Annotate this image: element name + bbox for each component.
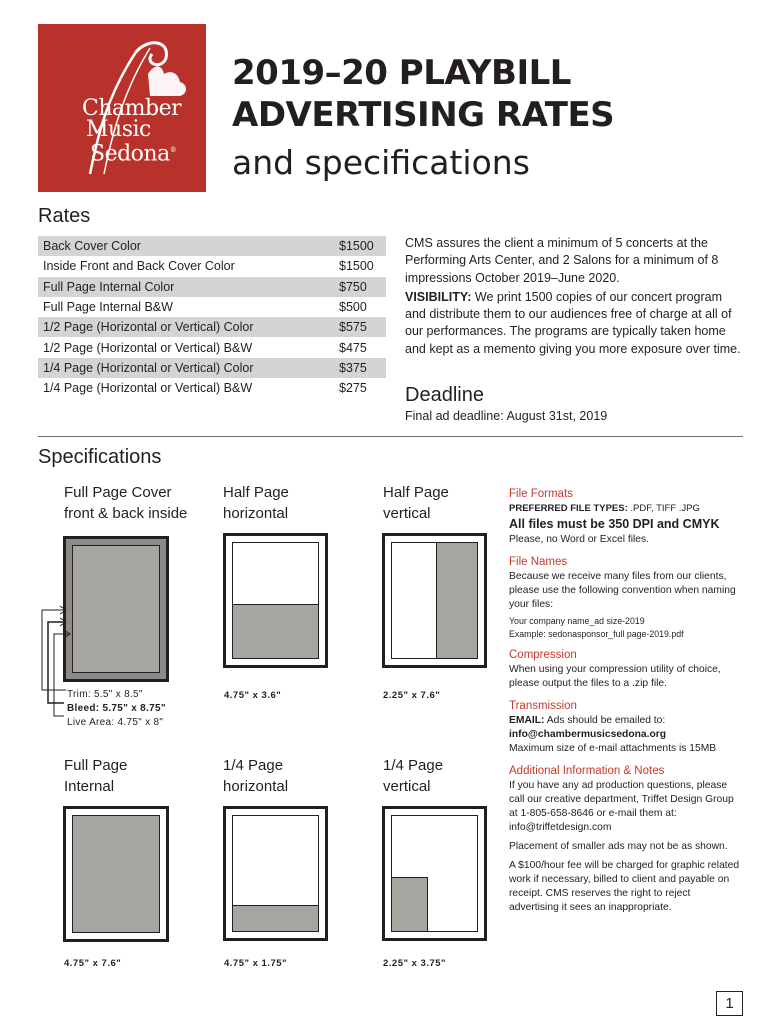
rate-row bbox=[38, 378, 386, 398]
spec-label-full-cover: Full Page Cover front & back inside bbox=[64, 484, 188, 522]
rate-row bbox=[38, 358, 386, 378]
file-requirements bbox=[509, 484, 741, 915]
deadline-text: Final ad deadline: August 31st, 2019 bbox=[405, 409, 608, 423]
rate-price: $375 bbox=[334, 358, 386, 378]
page-subtitle: and specifications bbox=[232, 143, 530, 182]
rate-row bbox=[38, 256, 386, 276]
cms-info bbox=[405, 235, 745, 358]
rate-label: Back Cover Color bbox=[38, 236, 334, 256]
bleed-size: Bleed: 5.75" x 8.75" bbox=[67, 703, 166, 714]
spec-label-quarter-horizontal: 1/4 Page horizontal bbox=[223, 757, 289, 795]
email-instruction: EMAIL: Ads should be emailed to: bbox=[509, 715, 666, 726]
additional-info-heading: Additional Information & Notes bbox=[509, 765, 665, 777]
additional-info-contact: If you have any ad production questions, please call our creative department, Triffet Design Group at 1-805-658-8646 or e-mail them at: info@triffetdesign.com bbox=[509, 780, 734, 833]
rates-heading: Rates bbox=[38, 205, 91, 227]
size-half-horizontal: 4.75" x 3.6" bbox=[224, 690, 282, 701]
trim-size: Trim: 5.5" x 8.5" bbox=[67, 689, 143, 700]
naming-example: Example: sedonasponsor_full page-2019.pdf bbox=[509, 628, 684, 639]
title-line-2: ADVERTISING RATES bbox=[232, 95, 615, 135]
page-number: 1 bbox=[716, 991, 743, 1016]
rate-price: $500 bbox=[339, 300, 367, 315]
logo-word-music: Music bbox=[86, 117, 151, 142]
rate-label: Full Page Internal Color bbox=[38, 277, 334, 297]
rate-row bbox=[38, 317, 386, 337]
file-formats-heading: File Formats bbox=[509, 488, 573, 500]
spec-label-full-internal: Full Page Internal bbox=[64, 757, 128, 795]
page-title bbox=[232, 52, 614, 136]
diagram-half-vertical bbox=[382, 533, 487, 668]
diagram-quarter-horizontal bbox=[223, 806, 328, 941]
rate-price: $575 bbox=[334, 317, 386, 337]
logo-word-chamber: Chamber bbox=[82, 96, 182, 121]
rate-price: $275 bbox=[339, 381, 367, 396]
naming-convention: Your company name_ad size-2019 bbox=[509, 616, 645, 626]
size-half-vertical: 2.25" x 7.6" bbox=[383, 690, 441, 701]
specifications-heading: Specifications bbox=[38, 446, 162, 468]
compression-heading: Compression bbox=[509, 649, 577, 661]
spec-label-half-vertical: Half Page vertical bbox=[383, 484, 449, 522]
spec-label-quarter-vertical: 1/4 Page vertical bbox=[383, 757, 444, 795]
rate-price: $750 bbox=[334, 277, 386, 297]
rate-row bbox=[38, 297, 386, 317]
rate-label: Full Page Internal B&W bbox=[43, 300, 173, 315]
visibility-text: VISIBILITY: We print 1500 copies of our concert program and distribute them to our audiences free of charge at all of our performances. The programs are typically taken home and kept as a memento giving you more exposure over time. bbox=[405, 289, 741, 356]
rate-label: 1/4 Page (Horizontal or Vertical) B&W bbox=[43, 381, 253, 396]
rates-table bbox=[38, 236, 386, 398]
diagram-half-horizontal bbox=[223, 533, 328, 668]
file-names-heading: File Names bbox=[509, 556, 568, 568]
email-address[interactable]: info@chambermusicsedona.org bbox=[509, 729, 667, 740]
logo bbox=[38, 24, 206, 192]
rate-label: 1/4 Page (Horizontal or Vertical) Color bbox=[38, 358, 334, 378]
section-divider bbox=[38, 436, 743, 437]
logo-word-sedona: Sedona® bbox=[90, 141, 177, 167]
rate-price: $1500 bbox=[339, 259, 374, 274]
size-quarter-vertical: 2.25" x 3.75" bbox=[383, 958, 447, 969]
rate-row bbox=[38, 337, 386, 357]
title-line-1: 2019–20 PLAYBILL bbox=[232, 53, 571, 93]
diagram-quarter-vertical bbox=[382, 806, 487, 941]
rate-label: 1/2 Page (Horizontal or Vertical) B&W bbox=[43, 340, 253, 355]
compression-text: When using your compression utility of choice, please output the files to a .zip file. bbox=[509, 664, 721, 689]
assurance-text: CMS assures the client a minimum of 5 concerts at the Performing Arts Center, and 2 Salons for a minimum of 8 impressions October 2019–June 2020. bbox=[405, 236, 719, 285]
size-full-internal: 4.75" x 7.6" bbox=[64, 958, 122, 969]
deadline-heading: Deadline bbox=[405, 384, 484, 406]
live-area-size: Live Area: 4.75" x 8" bbox=[67, 717, 164, 728]
spec-label-half-horizontal: Half Page horizontal bbox=[223, 484, 289, 522]
rate-label: 1/2 Page (Horizontal or Vertical) Color bbox=[38, 317, 334, 337]
rate-row bbox=[38, 277, 386, 297]
transmission-heading: Transmission bbox=[509, 700, 577, 712]
rate-row bbox=[38, 236, 386, 256]
no-word-note: Please, no Word or Excel files. bbox=[509, 534, 650, 545]
rate-label: Inside Front and Back Cover Color bbox=[43, 259, 235, 274]
preferred-file-types: PREFERRED FILE TYPES: .PDF, TIFF .JPG bbox=[509, 503, 700, 514]
fee-note: A $100/hour fee will be charged for graphic related work if necessary, billed to client and payable on receipt. CMS reserves the right to reject advertising it sees an inappropriate. bbox=[509, 860, 740, 913]
file-names-text: Because we receive many files from our clients, please use the following convention when naming your files: bbox=[509, 571, 736, 610]
rate-price: $475 bbox=[339, 340, 367, 355]
placement-note: Placement of smaller ads may not be as shown. bbox=[509, 841, 728, 852]
diagram-full-internal bbox=[63, 806, 169, 942]
rate-price: $1500 bbox=[334, 236, 386, 256]
max-attachment-size: Maximum size of e-mail attachments is 15MB bbox=[509, 743, 717, 754]
size-quarter-horizontal: 4.75" x 1.75" bbox=[224, 958, 288, 969]
dpi-requirement: All files must be 350 DPI and CMYK bbox=[509, 517, 720, 531]
